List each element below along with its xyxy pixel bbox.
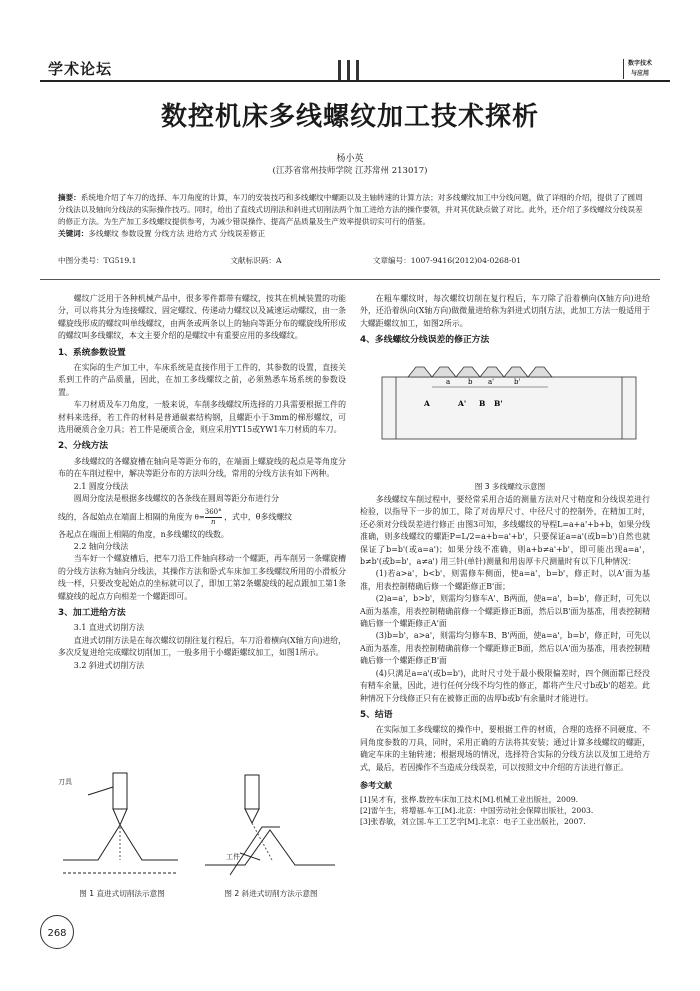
case-2: (2)a=a'，b>b'，则需均匀修车A'、B两面，使a=a'，b=b'，修正时，可先以A面为基准，用表控制精确前修一个螺距修正B面，然后以B'面为基准，用表控制精确后修一个螺距修正A'面 xyxy=(360,594,650,629)
formula-line: 线的，各起始点在端面上相隔的角度为 θ= $\frac{360^\circ}{n}$ ，式中，θ多线螺纹 xyxy=(58,507,293,526)
left-column xyxy=(58,293,346,672)
section-5-heading: 5、结语 xyxy=(360,709,393,720)
document-code: 文献标识码：A xyxy=(230,256,282,265)
paper-title: 数控机床多线螺纹加工技术探析 xyxy=(160,102,539,132)
references-heading: 参考文献 xyxy=(360,780,392,790)
section-2-paragraph: 多线螺纹的各螺旋槽在轴向是等距分布的，在端面上螺旋线的起点是等角度分布的在车削过程中，解决等距分布的方法叫分线，常用的分线方法有如下两种。 xyxy=(58,456,346,479)
keywords-label: 关键词： xyxy=(58,229,89,238)
subsection-3-1-paragraph: 直进式切削方法是在每次螺纹切削往复行程后，车刀沿着横向(X轴方向)进给，多次反复进给完成螺纹切削加工，一般多用于小螺距螺纹加工，如图1所示。 xyxy=(58,635,346,658)
author: 杨小英 xyxy=(336,154,364,164)
abstract-label: 摘要： xyxy=(58,193,81,202)
conclusion-paragraph: 在实际加工多线螺纹的操作中，要根据工件的材质，合理的选择不同硬度、不同角度参数的刀具，同时，采用正确的方法将其安装；通过计算多线螺纹的螺距，确定车床的主轴转速；根据现场的情况，选择符合实际的分线方法以及加工进给方式，最后，若因操作不当造成分线误差，可以按照文中介绍的方法进行修正。 xyxy=(360,725,650,772)
figure-2-diagram xyxy=(200,765,340,885)
fig2-work-label: 工件 xyxy=(226,853,240,861)
subsection-2-2: 2.2 轴向分线法 xyxy=(73,541,129,551)
journal-name-line2: 与应用 xyxy=(630,70,649,77)
label-a-prime: a' xyxy=(488,378,495,386)
affiliation: (江苏省常州技师学院 江苏常州 213017) xyxy=(272,166,428,176)
figure-1-caption: 图 1 直进式切削法示意图 xyxy=(79,889,165,898)
subsection-2-1: 2.1 圆度分线法 xyxy=(73,481,129,491)
case-1: (1)若a>a'，b<b'，则需修车侧面，使a=a'，b=b'，修正时，以A'面为基准，用表控制精确后修一个螺距修正B'面； xyxy=(360,569,650,591)
figure-3-diagram xyxy=(378,357,640,452)
case-4: (4)只满足a=a'(或b=b')，此时尺寸处于最小极限偏差时，四个侧面都已经没有精车余量，因此，进行任何分线不均匀性的修正，都将产生尺寸b或b'的超差。此种情况下分线修正只有在被修正面的齿厚b或b'有余量时才能进行。 xyxy=(360,668,650,703)
keywords-text: 多线螺纹 参数设置 分线方法 进给方式 分线误差修正 xyxy=(88,229,266,238)
section-label: 学术论坛 xyxy=(48,60,113,78)
right-column-bottom xyxy=(360,494,650,827)
subsection-2-1-tail: 各起点在端面上相隔的角度，n多线螺纹的线数。 xyxy=(58,529,229,539)
label-a: a xyxy=(446,378,451,386)
oblique-tool xyxy=(245,775,259,823)
formula-numerator: 360° xyxy=(204,507,222,516)
reference-item: [1]吴才有，张桦.数控车床加工技术[M].机械工业出版社，2009. xyxy=(360,795,579,805)
right-column-top xyxy=(360,293,650,350)
subsection-2-2-paragraph: 当车好一个螺旋槽后，把车刀沿工件轴向移动一个螺距，再车削另一条螺旋槽的分线方法称为轴向分线法，其操作方法和卧式车床加工多线螺纹所用的小滑板分线一样，只要改变起始点的坐标就可以了，即加工第2条螺旋线的起点跟加工第1条螺旋线的起点方向相差一个螺距即可。 xyxy=(58,554,346,601)
section-3-heading: 3、加工进给方法 xyxy=(58,607,126,618)
label-A-prime: A' xyxy=(458,399,467,408)
section-1-paragraph-1: 在实际的生产加工中，车床系统是直接作用于工件的，其参数的设置，直接关系到工件的产品质量，因此，在加工多线螺纹之前，必须熟悉车场系统的参数设置。 xyxy=(58,363,346,397)
tool-shape xyxy=(113,773,127,825)
abstract-rule xyxy=(40,279,660,280)
page-number: 268 xyxy=(47,928,67,939)
journal-logo xyxy=(623,59,652,79)
abstract-text: 系统地介绍了车刀的选择、车刀角度的计算，车刀的安装技巧和多线螺纹中螺距以及主轴转速的计算方法；对多线螺纹加工中分线问题，做了详细的介绍，提供了了圆周分线法以及轴向分线法的实际操作技巧。同时，给出了直线式切削法和斜进式切削法两个加工进给方法的操作要领，并对其优缺点做了对比。此外，还介绍了多线螺纹分线误差的修正方法。为生产加工多线螺纹提供参考，为减少错误操作、提高产品质量及生产效率提供切实可行的借鉴。 xyxy=(58,193,643,226)
reference-item: [2]雷午生，将增福.车工[M].北京：中国劳动社会保障出版社，2003. xyxy=(360,806,594,816)
intro-paragraph: 螺纹广泛用于各种机械产品中，很多零件都带有螺纹，按其在机械装置的功能分，可以将其分为连接螺纹、固定螺纹、传递动力螺纹以及减速运动螺纹，由一条螺旋线形成的螺纹叫单线螺纹，由两条或两条以上的轴向等距分布的螺旋线所形成的螺纹叫多线螺纹，本文主要介绍的是螺纹中有重要应用的多线螺纹。 xyxy=(58,294,346,341)
oblique-paragraph: 在粗车螺纹时，每次螺纹切削在复行程后，车刀除了沿着横向(X轴方向)进给外，还沿着纵向(X轴方向)做微量进给称为斜进式切削方法，此加工方法一般适用于大螺距螺纹加工，如图2所示。 xyxy=(360,294,650,328)
thread-teeth xyxy=(408,367,552,377)
subsection-2-1-paragraph: 圆周分度法是根据多线螺纹的各条线在圆周等距分布进行分 xyxy=(73,494,279,504)
journal-name-line1: 数字技术 xyxy=(627,60,652,67)
clc-number: 中图分类号：TG519.1 xyxy=(58,256,137,265)
section-2-heading: 2、分线方法 xyxy=(58,441,109,452)
section-4-heading: 4、多线螺纹分线误差的修正方法 xyxy=(360,335,490,346)
section-1-paragraph-2: 车刀材质及车刀角度，一般来说，车削多线螺纹所选择的刀具需要根据工件的材料来选择，若工件的材料是普通碳素结构钢，且螺距小于3mm的梯形螺纹，可选用硬质合金刀具；若工件是硬质合金，则应采用YT15或YW1车刀材质的车刀。 xyxy=(58,400,346,435)
reference-item: [3]张春敏，刘立国.车工工艺学[M].北京：电子工业出版社，2007. xyxy=(360,817,586,827)
label-B-prime: B' xyxy=(494,399,503,408)
formula-denominator: n xyxy=(210,517,216,526)
figure-2-caption: 图 2 斜进式切削方法示意图 xyxy=(224,889,318,898)
header-rule xyxy=(40,80,670,82)
article-number: 文章编号：1007-9416(2012)04-0268-01 xyxy=(372,256,522,265)
label-b: b xyxy=(468,378,473,386)
fig1-tool-label: 刀具 xyxy=(58,778,72,786)
angle-formula: θ= $\frac{360^\circ}{n}$ xyxy=(194,507,222,526)
oblique-workpiece xyxy=(205,827,335,875)
case-3: (3)b=b'，a>a'，则需均匀修车B、B'两面，使a=a'，b=b'，修正时，可先以A面为基准，用表控制精确前修一个螺距修正B面，然后以A'面为基准，用表控制精确后修一个螺距修正B'面 xyxy=(360,631,650,666)
label-b-prime: b' xyxy=(514,378,521,386)
subsection-3-2: 3.2 斜进式切削方法 xyxy=(73,660,145,670)
thread-shaft xyxy=(382,377,636,439)
label-A: A xyxy=(424,399,430,408)
section-4-paragraph: 多线螺纹车削过程中，要经常采用合适的测量方法对尺寸精度和分线误差进行检验，以指导下一步的加工，除了对齿厚尺寸、中径尺寸的控制外，在精加工时，还必须对分线误差进行修正 由图3可知，多线螺纹的导程L=a+a'+b+b，如果分线准确，则多线螺纹的螺距P=L/2=a+b=a'+b'，只要保证a=a'(或b=b')自然也就保证了b=b'(或a=a')；如果分线不准确，则a+b≠a'+b'，即可能出现a=a'，b≠b'(或b=b'，a≠a') 用三针(单针)测量和用齿厚卡尺测量时有以下几种情况： xyxy=(360,495,650,567)
section-1-heading: 1、系统参数设置 xyxy=(58,347,126,358)
label-B: B xyxy=(479,399,486,408)
subsection-3-1: 3.1 直进式切削方法 xyxy=(73,623,145,633)
page-number-badge xyxy=(40,915,74,949)
abstract xyxy=(58,192,648,240)
figure-3-caption: 图 3 多线螺纹示意图 xyxy=(474,482,546,491)
tool-leader-line xyxy=(88,787,113,795)
classification-meta xyxy=(58,255,648,266)
header-ornament xyxy=(338,60,362,80)
